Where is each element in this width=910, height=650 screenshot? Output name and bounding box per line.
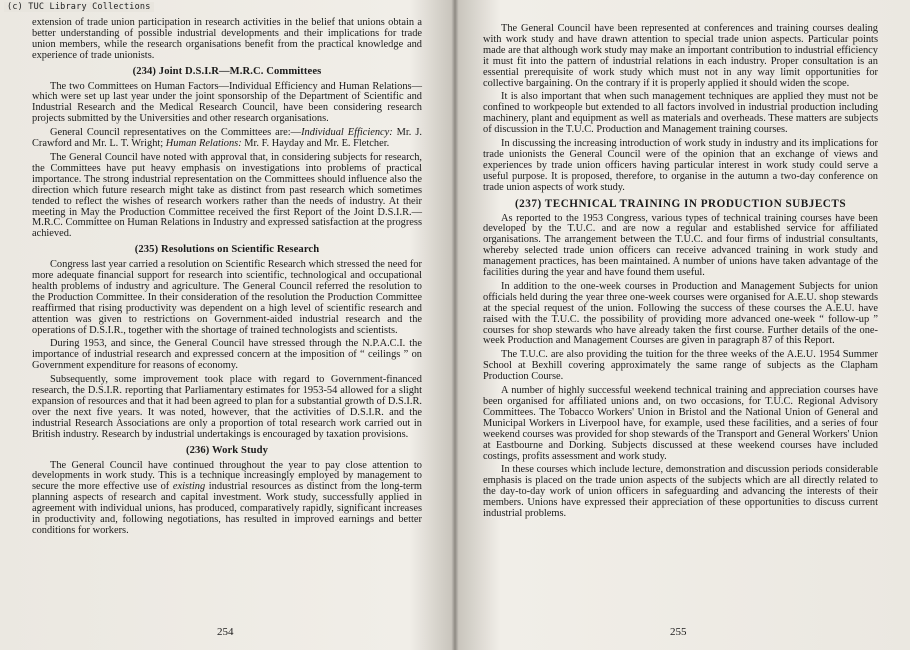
- paragraph: Subsequently, some improvement took place with regard to Government-financed research, the D.S.I.R. reporting that Parliamentary estimates for 1953-54 allowed for a slight expansion of resources and that it had been agreed to plan for a substantial growth of D.S.I.R. over the next five years. It was noted, however, that the activities of D.S.I.R. and the industrial Research Associations are only a proportion of total research work carried out in British industry. Research by industrial undertakings is encouraged by taxation provisions.: [32, 374, 422, 440]
- paragraph: During 1953, and since, the General Council have stressed through the N.P.A.C.I. the importance of industrial research and expressed concern at the imposition of “ ceilings ” on Government expenditure for reasons of economy.: [32, 338, 422, 372]
- paragraph: The two Committees on Human Factors—Individual Efficiency and Human Relations—which were set up last year under the joint sponsorship of the Department of Scientific and Industrial Research and the Medical Research Council, have been considering research projects submitted by the Universities and other research organisations.: [32, 80, 422, 125]
- text-run: industrial resources as distinct from the long-term planning aspects of research and capital investment. Work study, successfully applied in agreement with individual unions, has produced, comparatively rapidly, significant increases in productivity and, following negotiations, has resulted in improved earnings and better conditions for workers.: [32, 481, 423, 536]
- paragraph: In discussing the increasing introduction of work study in industry and its implications for trade unionists the General Council were of the opinion that an exchange of views and experiences by trade union officers having particular interest in work study could serve a useful purpose. It is proposed, therefore, to organise in the autumn a two-day conference on trade union aspects of work study.: [483, 138, 878, 193]
- paragraph: In addition to the one-week courses in Production and Management Subjects for union officials held during the year three one-week courses were organised for A.E.U. shop stewards at the special request of the union. Following the success of these courses the A.E.U. have raised with the T.U.C. the possibility of providing more advanced one-week “ follow-up ” courses for shop stewards who have already taken the first course. Further details of the one-week Production and Management Courses are given in paragraph 87 of this Report.: [483, 280, 878, 347]
- paragraph: In these courses which include lecture, demonstration and discussion periods considerable emphasis is placed on the trade union aspects of the subjects which are all directly related to the day-to-day work of union officers in safeguarding and advancing the interests of their members. Unions have expressed their appreciation of these opportunities to discuss current industrial problems.: [483, 464, 878, 520]
- text-run-italic: existing: [172, 481, 206, 493]
- paragraph: The General Council have been represented at conferences and training courses dealing with work study and have drawn attention to special trade union aspects. Particular points made are that although work study may make an important contribution to industrial efficiency it must fit into the pattern of industrial relations in each industry. Proper consultation is an essential prerequisite of work study which must not in any way limit opportunities for collective bargaining. On the contrary if it is properly applied it should widen the scope.: [483, 23, 878, 89]
- page-number-right: 255: [670, 626, 687, 638]
- page-number-left: 254: [217, 626, 234, 638]
- paragraph: The T.U.C. are also providing the tuition for the three weeks of the A.E.U. 1954 Summer School at Bexhill covering approximately the same range of subjects as the Clapham Production Course.: [483, 349, 878, 383]
- section-heading-236: (236) Work Study: [185, 444, 269, 456]
- text-run: Mr. F. Hayday and Mr. E. Fletcher.: [241, 138, 390, 150]
- text-run: General Council representatives on the Committees are:—: [50, 127, 302, 139]
- copyright-watermark: (c) TUC Library Collections: [4, 2, 154, 12]
- paragraph: As reported to the 1953 Congress, various types of technical training courses have been developed by the T.U.C. and are now a regular and established service for affiliated organisations. The arrangement between the T.U.C. and four firms of industrial consultants, whereby selected trade union officers can receive advanced training in work study and management practices, has been maintained. A number of unions have taken advantage of the facilities during the year and have found them useful.: [483, 212, 878, 279]
- paragraph: The General Council have noted with approval that, in considering subjects for research, the Committees have put heavy emphasis on investigations into problems of practical importance. The strong industrial representation on the Committees should influence also the direction which future research might take as distinct from past research which sometimes tended to reflect the wishes of research workers rather than the needs of industry. At their meeting in May the Production Committee received the first Report of the Joint D.S.I.R.—M.R.C. Committee on Human Relations in Industry and expressed satisfaction at the progress achieved.: [32, 151, 422, 240]
- section-heading-234: (234) Joint D.S.I.R—M.R.C. Committees: [132, 65, 322, 77]
- paragraph-work-study: [32, 461, 422, 537]
- paragraph-representatives: [32, 128, 422, 150]
- paragraph: A number of highly successful weekend technical training and appreciation courses have been organised for affiliated unions and, on two occasions, for T.U.C. Regional Advisory Committees. The Tobacco Workers' Union in Bristol and the National Union of General and Municipal Workers in Liverpool have, for example, used these facilities, and a series of four weekend courses was provided for shop stewards of the Transport and General Workers' Union at Eastbourne and Dorking. Subjects discussed at these weekend courses have included costings, profits assessment and work study.: [483, 385, 878, 462]
- paragraph: Congress last year carried a resolution on Scientific Research which stressed the need for more adequate financial support for research into scientific, technological and occupational health problems of industry and agriculture. The General Council referred the resolution to the Production Committee. In their consideration of the resolution the Production Committee reaffirmed that rising productivity was dependent on a high level of scientific research and attention was given to restrictions on Government-aided industrial research and the operations of D.S.I.R., together with the shortage of trained technologists and scientists.: [32, 259, 422, 336]
- left-page: [32, 18, 422, 540]
- paragraph: extension of trade union participation in research activities in the belief that unions obtain a better understanding of possible industrial developments and their implications for trade union members, while the research organisations benefit from the practical knowledge and experience of trade unionists.: [32, 17, 422, 61]
- right-page: [483, 24, 878, 523]
- text-run-italic: Individual Efficiency:: [301, 127, 393, 139]
- text-run: The General Council have continued throughout the year to pay close attention to developments in work study. This is a technique increasingly employed by management to secure the more effective use of: [32, 459, 422, 493]
- text-run-italic: Human Relations:: [165, 138, 242, 150]
- paragraph: It is also important that when such management techniques are applied they must not be confined to workpeople but extended to all factors involved in industrial production including machinery, plant and equipment as well as materials and overheads. These matters are subjects of discussion in the T.U.C. Production and Management training courses.: [483, 91, 878, 136]
- section-heading-235: (235) Resolutions on Scientific Research: [134, 244, 320, 256]
- text-run: Mr. J. Crawford and Mr. L. T. Wright;: [32, 127, 422, 150]
- section-heading-237: (237) TECHNICAL TRAINING IN PRODUCTION SUBJECTS: [514, 197, 847, 210]
